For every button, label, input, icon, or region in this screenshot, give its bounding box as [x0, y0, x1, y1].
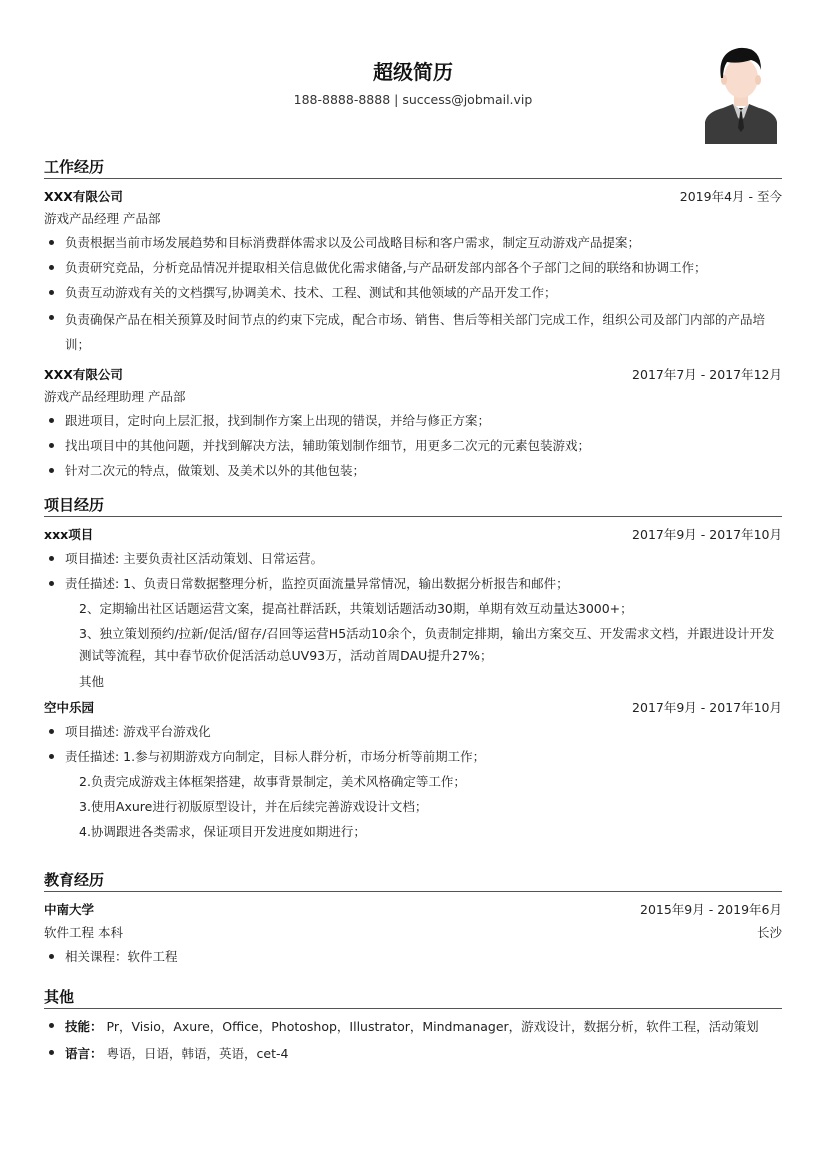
skills-text: Pr，Visio，Axure，Office，Photoshop，Illustrator，Mindmanager，游戏设计，数据分析，软件工程，活动策划: [106, 1019, 759, 1034]
education-header: [44, 898, 782, 921]
project-duty-line: 3、独立策划预约/拉新/促活/留存/召回等运营H5活动10余个，负责制定排期，输出方案交互、开发需求文档，并跟进设计开发测试等流程，其中春节砍价促活活动总UV93万，活动首周DAU提升27%；: [79, 626, 775, 663]
education-date: 2015年9月 - 2019年6月: [640, 902, 782, 917]
project-date: 2017年9月 - 2017年10月: [632, 700, 782, 715]
project-header: [44, 696, 782, 719]
list-item: 针对二次元的特点，做策划、及美术以外的其他包装；: [44, 458, 782, 483]
job-date: 2017年7月 - 2017年12月: [632, 367, 782, 382]
project-duty-line: 3.使用Axure进行初版原型设计，并在后续完善游戏设计文档；: [79, 799, 428, 814]
other-section-title: 其他: [44, 986, 782, 1009]
job-bullets: [44, 408, 782, 483]
languages-text: 粤语，日语，韩语，英语，cet-4: [106, 1046, 289, 1061]
list-item: 负责根据当前市场发展趋势和目标消费群体需求以及公司战略目标和客户需求，制定互动游戏产品提案；: [44, 230, 782, 255]
list-item: 项目描述: 游戏平台游戏化: [44, 719, 782, 744]
project-bullets: [44, 719, 782, 769]
list-item: 负责确保产品在相关预算及时间节点的约束下完成，配合市场、销售、售后等相关部门完成工作，组织公司及部门内部的产品培训；: [44, 305, 782, 359]
other-bullets: [44, 1013, 782, 1067]
company-name: XXX有限公司: [44, 189, 123, 204]
project-duty-line: 4.协调跟进各类需求，保证项目开发进度如期进行；: [79, 824, 366, 839]
education-detail: [44, 921, 782, 944]
resume-name: 超级简历: [373, 60, 453, 84]
project-name: 空中乐园: [44, 700, 95, 715]
school-name: 中南大学: [44, 902, 95, 917]
skills-item: [44, 1013, 782, 1040]
contact-info: 188-8888-8888 | success@jobmail.vip: [293, 92, 533, 107]
other-section: [44, 986, 782, 1067]
list-item: 责任描述: 1.参与初期游戏方向制定，目标人群分析，市场分析等前期工作；: [44, 744, 782, 769]
list-item: 项目描述: 主要负责社区活动策划、日常运营。: [44, 546, 782, 571]
list-item: 跟进项目，定时向上层汇报，找到制作方案上出现的错误，并给与修正方案；: [44, 408, 782, 433]
job-bullets: [44, 230, 782, 359]
project-section: [44, 494, 782, 844]
job-header: [44, 185, 782, 208]
list-item: 负责互动游戏有关的文档撰写,协调美术、技术、工程、测试和其他领域的产品开发工作；: [44, 280, 782, 305]
project-duty-line: 2.负责完成游戏主体框架搭建，故事背景制定，美术风格确定等工作；: [79, 774, 466, 789]
project-name: xxx项目: [44, 527, 94, 542]
work-section: [44, 156, 782, 483]
job-date: 2019年4月 - 至今: [679, 189, 782, 204]
project-date: 2017年9月 - 2017年10月: [632, 527, 782, 542]
project-duty-line: 2、定期输出社区话题运营文案，提高社群活跃，共策划话题活动30期，单期有效互动量达3000+；: [79, 601, 633, 616]
company-name: XXX有限公司: [44, 367, 123, 382]
list-item: 负责研究竞品，分析竞品情况并提取相关信息做优化需求储备,与产品研发部内部各个子部门之间的联络和协调工作；: [44, 255, 782, 280]
city: 长沙: [756, 925, 782, 940]
project-duty-line: 其他: [79, 674, 105, 689]
skills-label: 技能：: [65, 1019, 103, 1034]
list-item: 责任描述: 1、负责日常数据整理分析，监控页面流量异常情况，输出数据分析报告和邮件；: [44, 571, 782, 596]
education-bullets: [44, 944, 782, 969]
project-header: [44, 523, 782, 546]
languages-item: [44, 1040, 782, 1067]
work-section-title: 工作经历: [44, 156, 782, 179]
job-role: 游戏产品经理 产品部: [44, 211, 161, 226]
education-section-title: 教育经历: [44, 869, 782, 892]
avatar: [703, 44, 779, 144]
major: 软件工程 本科: [44, 925, 123, 940]
list-item: 找出项目中的其他问题，并找到解决方法，辅助策划制作细节，用更多二次元的元素包装游戏；: [44, 433, 782, 458]
education-section: [44, 869, 782, 969]
job-header: [44, 363, 782, 386]
project-section-title: 项目经历: [44, 494, 782, 517]
languages-label: 语言：: [65, 1046, 103, 1061]
list-item: 相关课程：软件工程: [44, 944, 782, 969]
job-role: 游戏产品经理助理 产品部: [44, 389, 186, 404]
project-bullets: [44, 546, 782, 596]
